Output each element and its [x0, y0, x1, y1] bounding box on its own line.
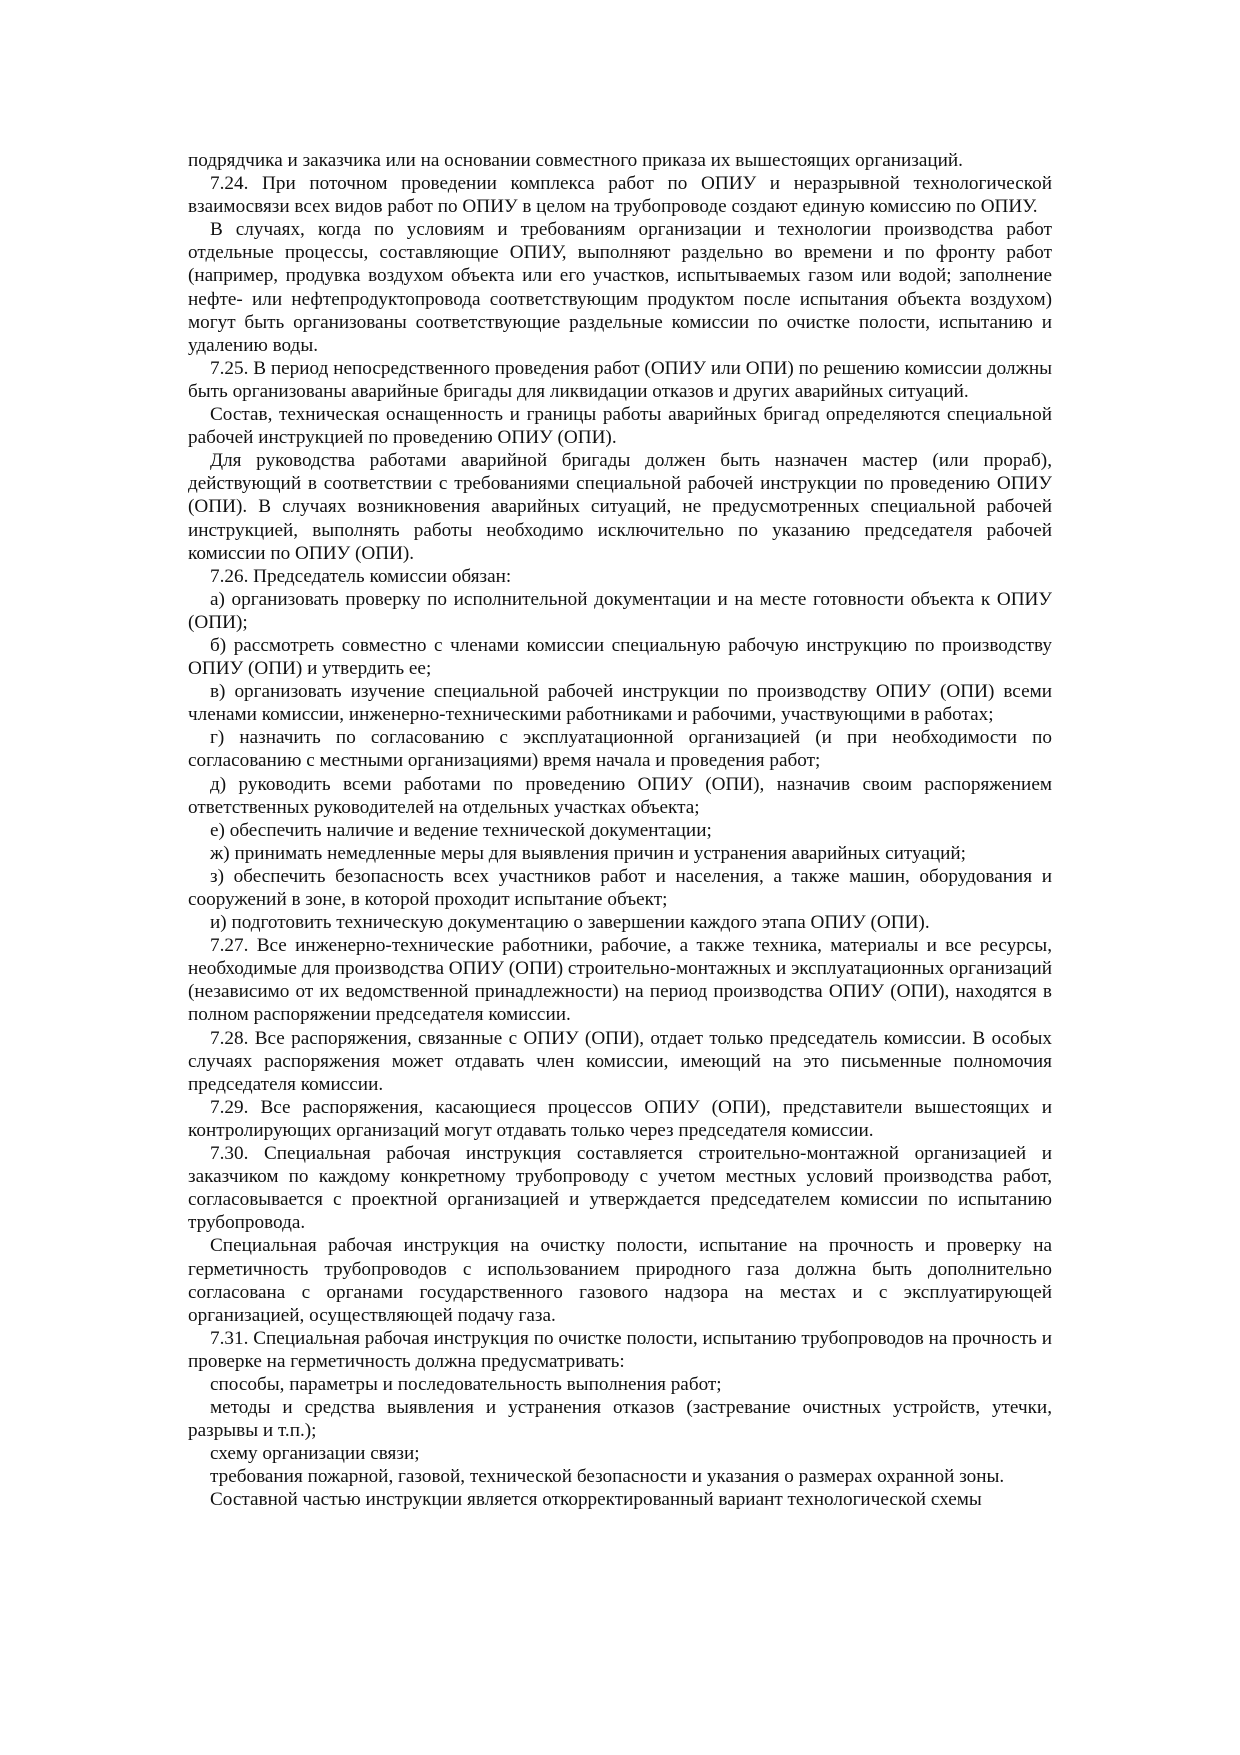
- paragraph-scheme-part: Составной частью инструкции является откорректированный вариант технологической схемы: [210, 1489, 982, 1511]
- list-item-zh: ж) принимать немедленные меры для выявления причин и устранения аварийных ситуаций;: [210, 842, 966, 864]
- paragraph-7-29: 7.29. Все распоряжения, касающиеся процессов ОПИУ (ОПИ), представители вышестоящих и контролирующих организаций могут отдавать только через председателя комиссии.: [188, 1096, 1052, 1141]
- paragraph-7-26: 7.26. Председатель комиссии обязан:: [210, 565, 512, 587]
- list-item-z: з) обеспечить безопасность всех участников работ и населения, а также машин, оборудования и сооружений в зоне, в которой проходит испытание объект;: [188, 865, 1052, 910]
- list-item-d: д) руководить всеми работами по проведению ОПИУ (ОПИ), назначив своим распоряжением ответственных руководителей на отдельных участках объекта;: [188, 773, 1052, 818]
- list-item-v: в) организовать изучение специальной рабочей инструкции по производству ОПИУ (ОПИ) всеми членами комиссии, инженерно-техническими работниками и рабочими, участвующими в работах;: [188, 681, 1052, 726]
- paragraph-7-27: 7.27. Все инженерно-технические работники, рабочие, а также техника, материалы и все ресурсы, необходимые для производства ОПИУ (ОПИ) строительно-монтажных и эксплуатационных организаций (независимо от их ведомственной принадлежности) на период производства ОПИУ (ОПИ), находятся в полном распоряжении председателя комиссии.: [188, 935, 1052, 1026]
- document-page: [188, 149, 1052, 1512]
- list-item-g: г) назначить по согласованию с эксплуатационной организацией (и при необходимости по согласованию с местными организациями) время начала и проведения работ;: [188, 727, 1052, 772]
- paragraph-7-28: 7.28. Все распоряжения, связанные с ОПИУ (ОПИ), отдает только председатель комиссии. В особых случаях распоряжения может отдавать член комиссии, имеющий на это письменные полномочия председателя комиссии.: [188, 1027, 1052, 1095]
- instruction-item-methods: способы, параметры и последовательность выполнения работ;: [210, 1373, 722, 1395]
- list-item-b: б) рассмотреть совместно с членами комиссии специальную рабочую инструкцию по производству ОПИУ (ОПИ) и утвердить ее;: [188, 634, 1052, 680]
- list-item-a: а) организовать проверку по исполнительной документации и на месте готовности объекта к ОПИУ (ОПИ);: [188, 588, 1052, 633]
- paragraph-emergency-team-composition: Состав, техническая оснащенность и границы работы аварийных бригад определяются специальной рабочей инструкцией по проведению ОПИУ (ОПИ).: [188, 404, 1052, 449]
- instruction-item-failures: методы и средства выявления и устранения отказов (застревание очистных устройств, утечки, разрывы и т.п.);: [188, 1397, 1052, 1442]
- paragraph-7-25: 7.25. В период непосредственного проведения работ (ОПИУ или ОПИ) по решению комиссии должны быть организованы аварийные бригады для ликвидации отказов и других аварийных ситуаций.: [188, 357, 1052, 402]
- instruction-item-safety: требования пожарной, газовой, технической безопасности и указания о размерах охранной зоны.: [210, 1466, 1005, 1488]
- paragraph-separate-commissions: В случаях, когда по условиям и требованиям организации и технологии производства работ отдельные процессы, составляющие ОПИУ, выполняют раздельно во времени и по фронту работ (например, продувка воздухом объекта или его участков, испытываемых газом или водой; заполнение нефте- или нефтепродуктопровода соответствующим продуктом после испытания объекта воздухом) могут быть организованы соответствующие раздельные комиссии по очистке полости, испытанию и удалению воды.: [188, 219, 1052, 356]
- paragraph-gas-approval: Специальная рабочая инструкция на очистку полости, испытание на прочность и проверку на герметичность трубопроводов с использованием природного газа должна быть дополнительно согласована с органами государственного газового надзора на местах и с эксплуатирующей организацией, осуществляющей подачу газа.: [188, 1235, 1052, 1326]
- paragraph-7-30: 7.30. Специальная рабочая инструкция составляется строительно-монтажной организацией и заказчиком по каждому конкретному трубопроводу с учетом местных условий производства работ, согласовывается с проектной организацией и утверждается председателем комиссии по испытанию трубопровода.: [188, 1143, 1052, 1234]
- paragraph-7-31: 7.31. Специальная рабочая инструкция по очистке полости, испытанию трубопроводов на прочность и проверке на герметичность должна предусматривать:: [188, 1327, 1052, 1372]
- instruction-item-communication: схему организации связи;: [210, 1443, 420, 1465]
- list-item-i: и) подготовить техническую документацию о завершении каждого этапа ОПИУ (ОПИ).: [210, 912, 930, 934]
- list-item-e: е) обеспечить наличие и ведение технической документации;: [210, 819, 712, 841]
- paragraph-emergency-team-leader: Для руководства работами аварийной бригады должен быть назначен мастер (или прораб), действующий в соответствии с требованиями специальной рабочей инструкции по проведению ОПИУ (ОПИ). В случаях возникновения аварийных ситуаций, не предусмотренных специальной рабочей инструкцией, выполнять работы необходимо исключительно по указанию председателя рабочей комиссии по ОПИУ (ОПИ).: [188, 450, 1052, 564]
- paragraph-continuation: подрядчика и заказчика или на основании совместного приказа их вышестоящих организаций.: [188, 150, 963, 171]
- paragraph-7-24: 7.24. При поточном проведении комплекса работ по ОПИУ и неразрывной технологической взаимосвязи всех видов работ по ОПИУ в целом на трубопроводе создают единую комиссию по ОПИУ.: [188, 173, 1052, 218]
